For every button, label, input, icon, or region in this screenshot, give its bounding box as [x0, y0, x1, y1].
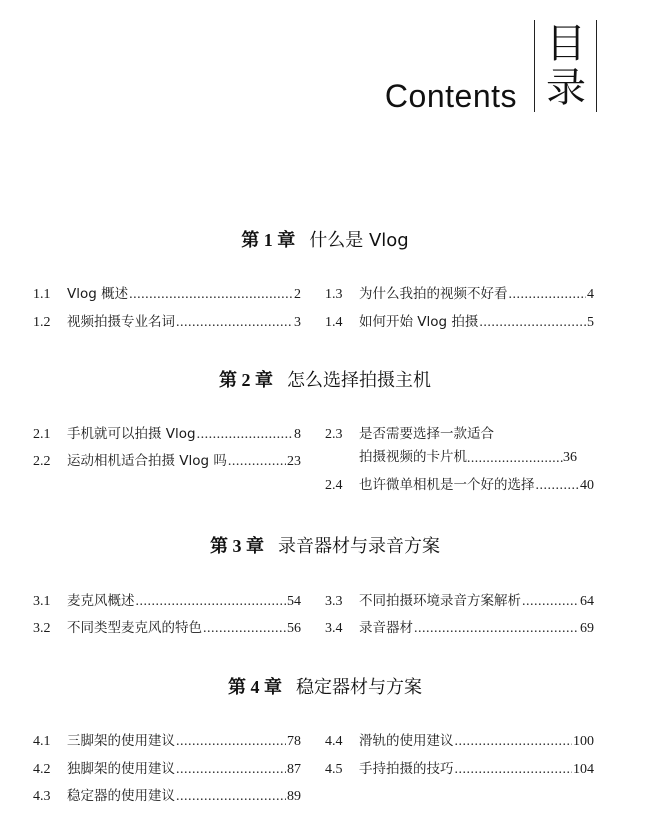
page-number: 2	[294, 287, 301, 302]
toc-entry-2-3[interactable]	[325, 424, 594, 444]
section-number: 3.2	[33, 621, 51, 636]
toc-entry-4-5[interactable]	[325, 759, 594, 779]
chapter-2-heading	[0, 366, 650, 392]
toc-entry-4-3[interactable]	[33, 786, 301, 806]
dot-leader	[176, 732, 286, 752]
section-number: 4.4	[325, 734, 343, 749]
page-number: 100	[573, 734, 594, 749]
dot-leader	[197, 425, 293, 445]
page-number: 23	[287, 454, 301, 469]
page-number: 87	[287, 762, 301, 777]
dot-leader	[228, 452, 286, 472]
page-number: 78	[287, 734, 301, 749]
toc-entry-4-2[interactable]	[33, 759, 301, 779]
dot-leader	[479, 313, 586, 333]
section-title: 不同拍摄环境录音方案解析	[359, 593, 521, 609]
dot-leader	[176, 313, 293, 333]
dot-leader	[509, 285, 587, 305]
chapter-4-heading	[0, 673, 650, 699]
section-title: 视频拍摄专业名词	[67, 314, 175, 330]
mulu-char-2: 录	[546, 65, 586, 111]
dot-leader	[467, 448, 563, 468]
dot-leader	[455, 760, 573, 780]
page-number: 54	[287, 594, 301, 609]
chapter-1-heading	[0, 226, 650, 252]
contents-heading: Contents	[384, 78, 517, 114]
toc-entry-2-4[interactable]	[325, 475, 594, 495]
page-number: 4	[587, 287, 594, 302]
section-number: 3.1	[33, 594, 51, 609]
toc-entry-3-2[interactable]	[33, 618, 301, 638]
toc-entry-3-3[interactable]	[325, 591, 594, 611]
section-title: 不同类型麦克风的特色	[67, 620, 202, 636]
section-number: 3.4	[325, 621, 343, 636]
toc-entry-1-3[interactable]	[325, 284, 594, 304]
page-number: 104	[573, 762, 594, 777]
page-number: 3	[294, 315, 301, 330]
dot-leader	[522, 592, 579, 612]
section-title: 是否需要选择一款适合	[359, 426, 494, 442]
page-number: 36	[563, 450, 577, 465]
chapter-title: 怎么选择拍摄主机	[287, 370, 431, 391]
section-title: 三脚架的使用建议	[67, 733, 175, 749]
toc-entry-1-1[interactable]	[33, 284, 301, 304]
section-number: 3.3	[325, 594, 343, 609]
dot-leader	[136, 592, 287, 612]
page-number: 40	[580, 478, 594, 493]
chapter-title: 录音器材与录音方案	[278, 536, 440, 557]
section-number: 2.4	[325, 478, 343, 493]
section-number: 4.3	[33, 789, 51, 804]
section-title: 滑轨的使用建议	[359, 733, 454, 749]
section-number: 1.4	[325, 315, 343, 330]
dot-leader	[414, 619, 579, 639]
section-title: 为什么我拍的视频不好看	[359, 286, 508, 302]
section-title: 麦克风概述	[67, 593, 135, 609]
section-title: 独脚架的使用建议	[67, 761, 175, 777]
page-number: 8	[294, 427, 301, 442]
chapter-title: 稳定器材与方案	[296, 677, 422, 698]
section-title: 录音器材	[359, 620, 413, 636]
section-number: 4.5	[325, 762, 343, 777]
section-title: 手持拍摄的技巧	[359, 761, 454, 777]
section-number: 2.2	[33, 454, 51, 469]
section-number: 2.3	[325, 427, 343, 442]
header-rule-left	[534, 20, 535, 112]
page-number: 89	[287, 789, 301, 804]
toc-entry-2-3-continuation[interactable]	[359, 447, 577, 468]
page-number: 5	[587, 315, 594, 330]
mulu-char-1: 目	[546, 21, 586, 67]
dot-leader	[536, 476, 580, 496]
chapter-title: 什么是 Vlog	[309, 230, 409, 251]
section-title: 也许微单相机是一个好的选择	[359, 477, 535, 493]
section-title: 手机就可以拍摄 Vlog	[67, 426, 196, 442]
dot-leader	[203, 619, 286, 639]
chapter-number: 第 3 章	[210, 536, 264, 556]
toc-entry-4-1[interactable]	[33, 731, 301, 751]
toc-entry-1-2[interactable]	[33, 312, 301, 332]
section-title: 运动相机适合拍摄 Vlog 吗	[67, 453, 227, 469]
chapter-number: 第 2 章	[219, 370, 273, 390]
chapter-3-heading	[0, 532, 650, 558]
page-number: 69	[580, 621, 594, 636]
section-number: 2.1	[33, 427, 51, 442]
page-number: 64	[580, 594, 594, 609]
chapter-number: 第 4 章	[228, 677, 282, 697]
toc-entry-3-1[interactable]	[33, 591, 301, 611]
dot-leader	[455, 732, 573, 752]
section-title: Vlog 概述	[67, 286, 129, 302]
toc-entry-3-4[interactable]	[325, 618, 594, 638]
page-number: 56	[287, 621, 301, 636]
toc-entry-2-2[interactable]	[33, 451, 301, 471]
section-number: 1.3	[325, 287, 343, 302]
dot-leader	[129, 285, 293, 305]
dot-leader	[176, 787, 286, 807]
section-number: 4.2	[33, 762, 51, 777]
toc-entry-4-4[interactable]	[325, 731, 594, 751]
section-number: 4.1	[33, 734, 51, 749]
mulu-heading	[540, 22, 592, 110]
toc-entry-1-4[interactable]	[325, 312, 594, 332]
dot-leader	[176, 760, 286, 780]
toc-entry-2-1[interactable]	[33, 424, 301, 444]
section-title: 如何开始 Vlog 拍摄	[359, 314, 479, 330]
header-rule-right	[596, 20, 597, 112]
section-number: 1.2	[33, 315, 51, 330]
section-title-continued: 拍摄视频的卡片机	[359, 449, 467, 465]
page-header	[0, 0, 650, 130]
section-title: 稳定器的使用建议	[67, 788, 175, 804]
section-number: 1.1	[33, 287, 51, 302]
chapter-number: 第 1 章	[241, 230, 296, 250]
